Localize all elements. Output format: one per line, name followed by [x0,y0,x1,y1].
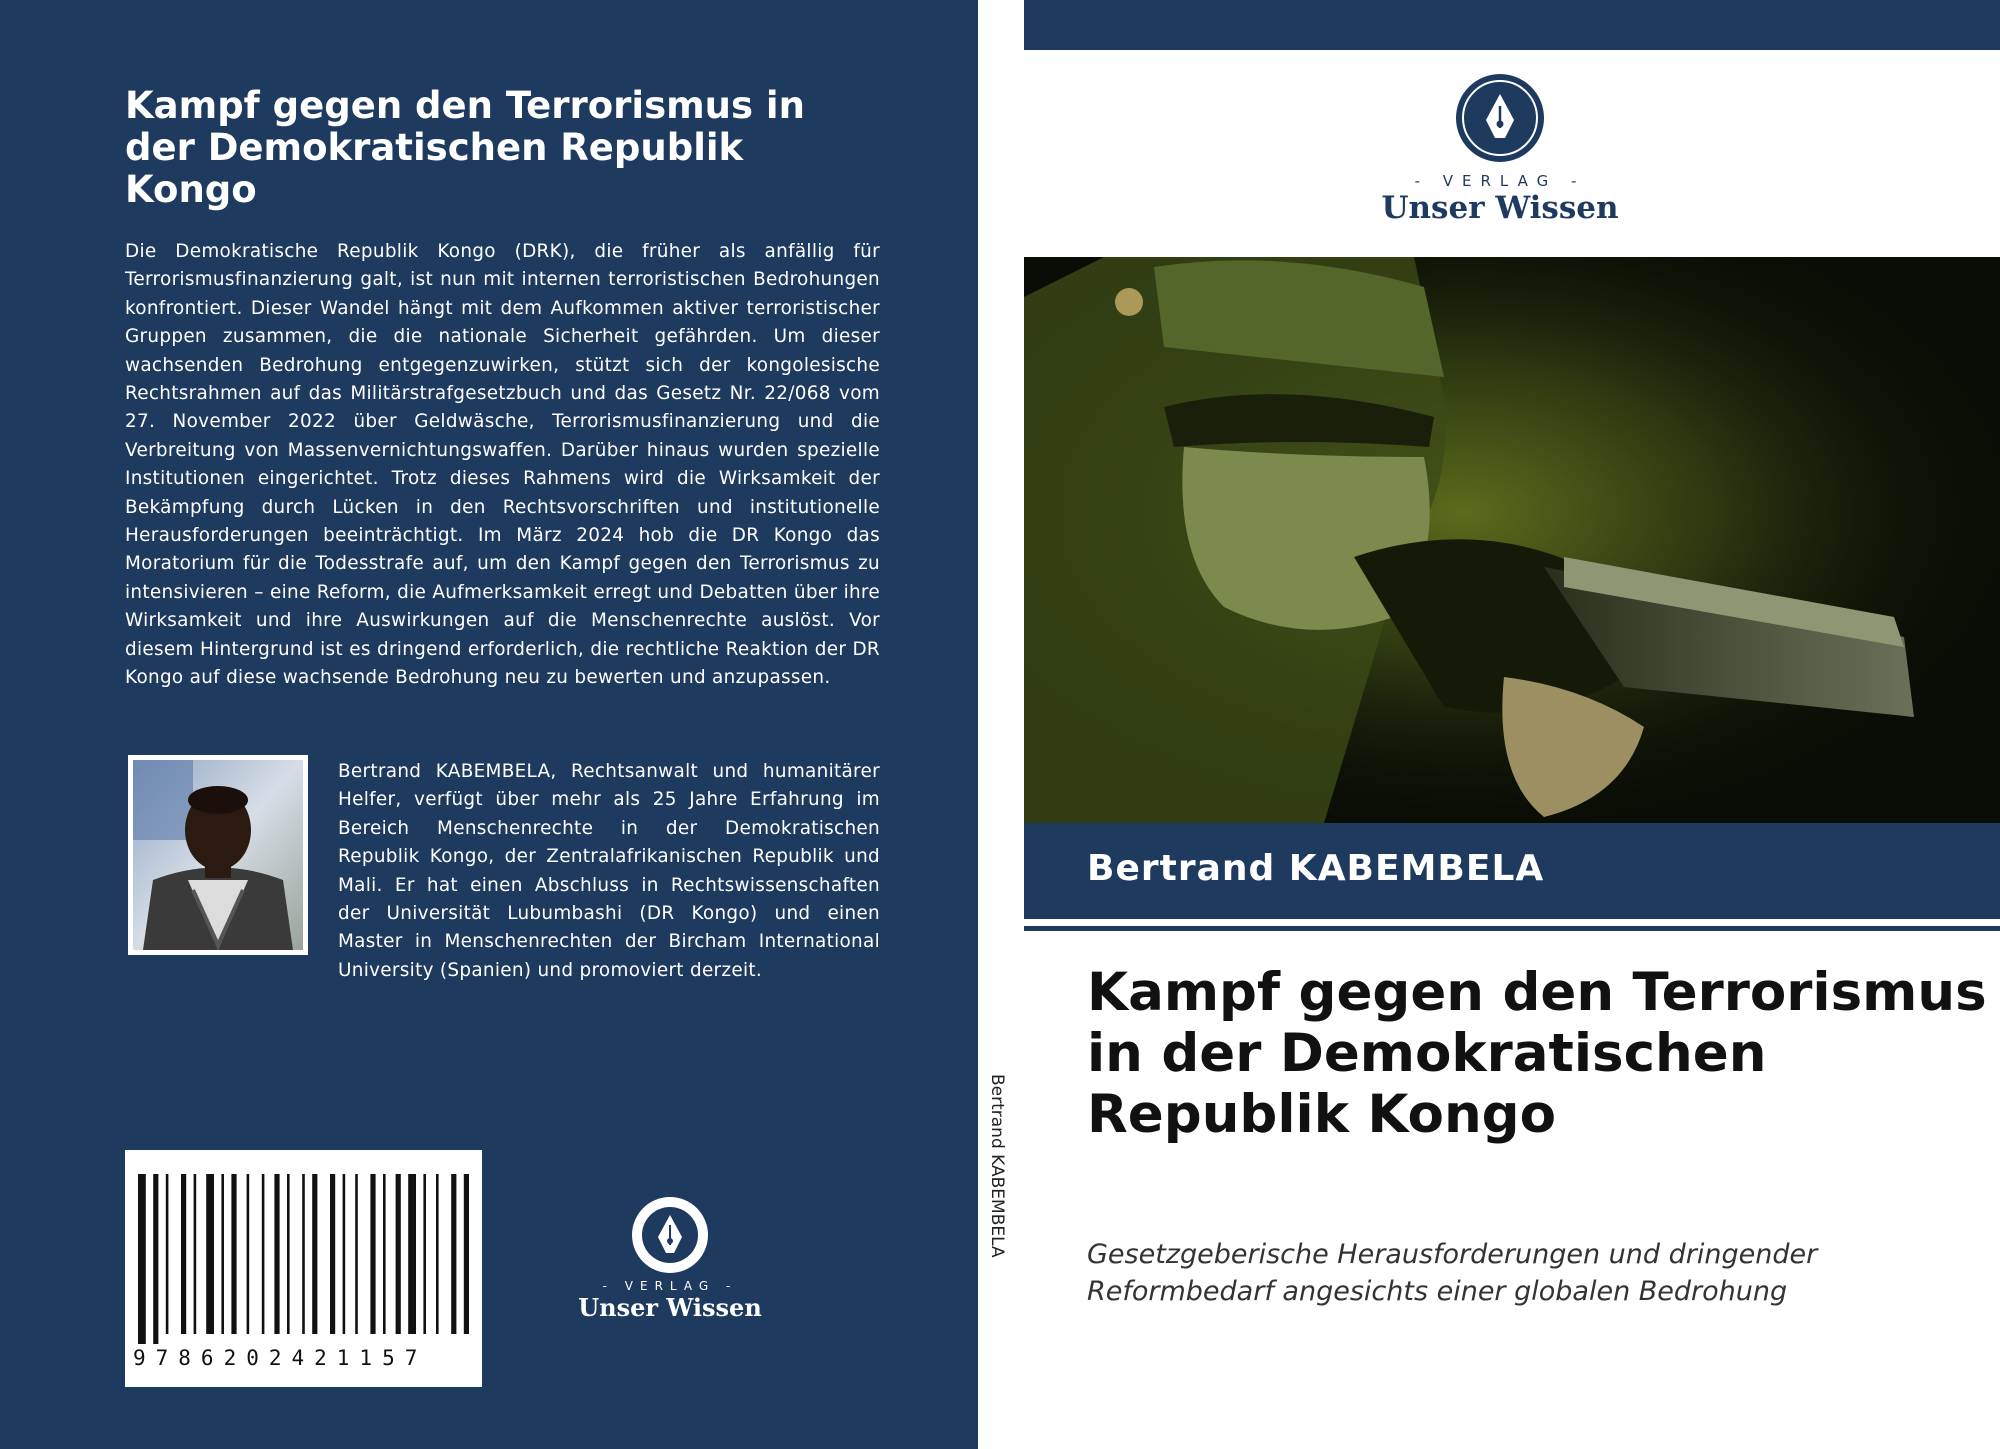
front-cover-subtitle: Gesetzgeberische Herausforderungen und dringender Reformbedarf angesichts einer globalen Bedrohung [1087,1239,1818,1307]
barcode-bars [138,1174,469,1344]
front-cover-title: Kampf gegen den Terrorismus in der Demokratischen Republik Kongo [1087,962,1987,1145]
back-logo-name: Unser Wissen [578,1293,762,1322]
divider [1024,926,2000,931]
pen-nib-icon [1454,72,1546,164]
cover-photo-soldier [1024,257,2000,823]
author-bio: Bertrand KABEMBELA, Rechtsanwalt und humanitärer Helfer, verfügt über mehr als 25 Jahre Erfahrung im Bereich Menschenrechte in der Demokratischen Republik Kongo, der Zentralafrikanischen Republik und Mali. Er hat einen Abschluss in Rechtswissenschaften der Universität Lubumbashi (DR Kongo) und einen Master in Menschenrechten der Bircham International University (Spanien) und promoviert derzeit. [338,761,880,981]
back-cover-blurb: Die Demokratische Republik Kongo (DRK), die früher als anfällig für Terrorismusfinanzierung galt, ist nun mit internen terroristischen Bedrohungen konfrontiert. Dieser Wandel hängt mit dem Aufkommen aktiver terroristischer Gruppen zusammen, die die nationale Sicherheit gefährden. Um dieser wachsenden Bedrohung entgegenzuwirken, stützt sich der kongolesische Rechtsrahmen auf das Militärstrafgesetzbuch und das Gesetz Nr. 22/068 vom 27. November 2022 über Geldwäsche, Terrorismusfinanzierung und die Verbreitung von Massenvernichtungswaffen. Darüber hinaus wurden spezielle Institutionen eingerichtet. Trotz dieses Rahmens wird die Wirksamkeit der Bekämpfung durch Lücken in den Rechtsvorschriften und institutionelle Herausforderungen beeinträchtigt. Im März 2024 hob die DR Kongo das Moratorium für die Todesstrafe auf, um den Kampf gegen den Terrorismus zu intensivieren – eine Reform, die Aufmerksamkeit erregt und Debatten über ihre Wirksamkeit und ihre Auswirkungen auf die Menschenrechte auslöst. Vor diesem Hintergrund ist es dringend erforderlich, die rechtliche Reaktion der DR Kongo auf diese wachsende Bedrohung neu zu bewerten und anzupassen. [125,241,880,689]
front-logo-verlag: - VERLAG - [1414,172,1586,190]
back-cover-title: Kampf gegen den Terrorismus in der Demokratischen Republik Kongo [125,84,805,211]
isbn-digits: 9786202421157 [133,1346,428,1370]
front-logo-name: Unser Wissen [1381,190,1619,226]
spine-author: Bertrand KABEMBELA [987,1074,1007,1258]
front-publisher-logo [1370,72,1630,226]
back-publisher-logo [560,1195,780,1322]
author-photo [128,755,308,955]
isbn-barcode [125,1150,482,1387]
back-logo-verlag: - VERLAG - [602,1279,738,1293]
front-author-name: Bertrand KABEMBELA [1087,848,1545,889]
pen-nib-icon [630,1195,710,1275]
front-top-bar [1024,0,2000,50]
